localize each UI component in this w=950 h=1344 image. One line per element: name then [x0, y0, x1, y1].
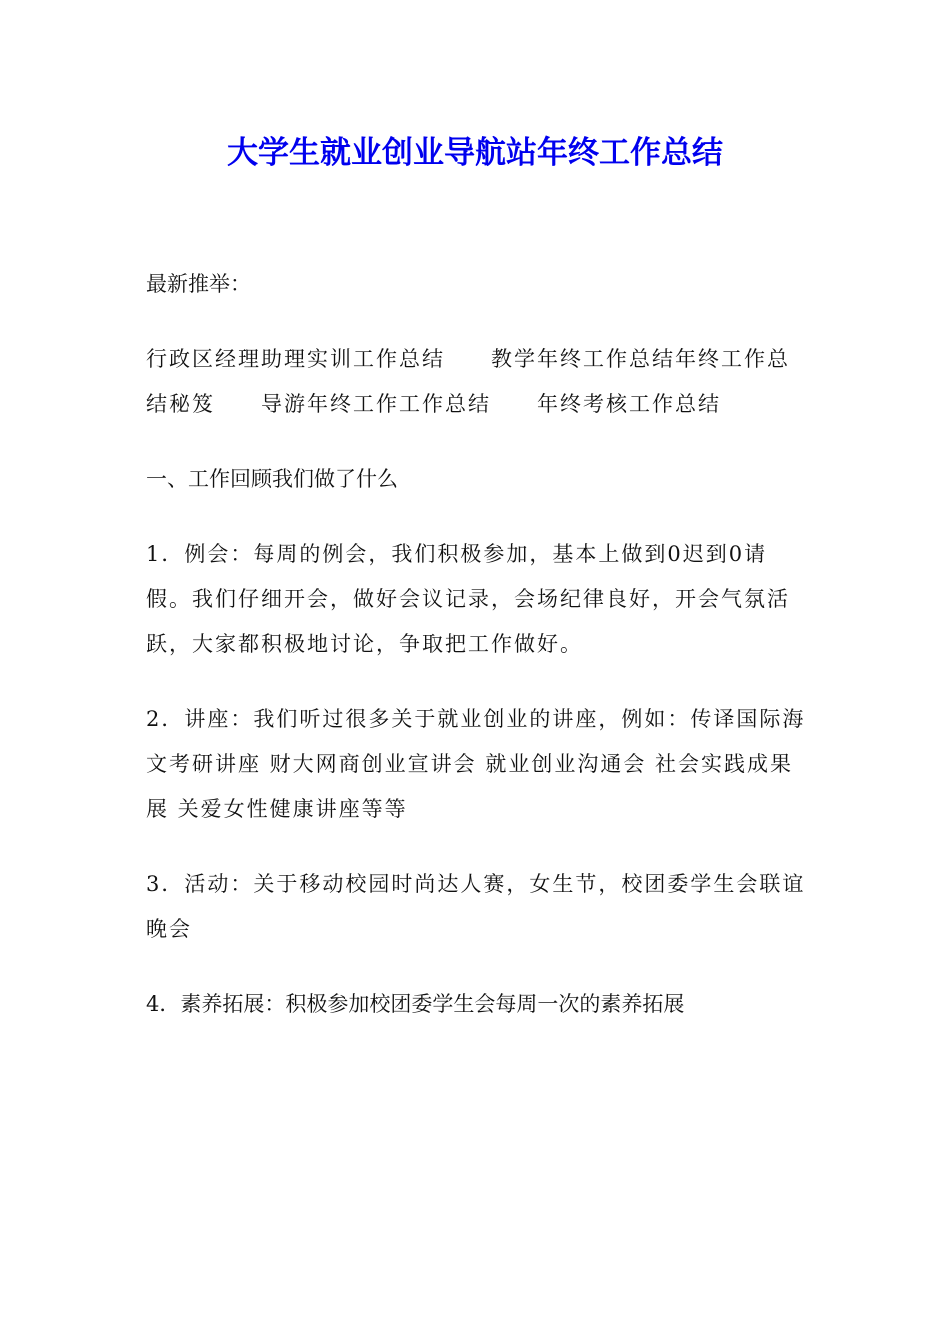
paragraph-item-1: 1．例会：每周的例会，我们积极参加，基本上做到0迟到0请假。我们仔细开会，做好会议记录，会场纪律良好，开会气氛活跃，大家都积极地讨论，争取把工作做好。 — [146, 542, 790, 656]
document-body — [146, 262, 810, 1057]
paragraph-item-4: 4．素养拓展：积极参加校团委学生会每周一次的素养拓展 — [146, 992, 685, 1016]
paragraph-recommend-links: 行政区经理助理实训工作总结 教学年终工作总结年终工作总结秘笈 导游年终工作工作总结 年终考核工作总结 — [146, 347, 790, 416]
paragraph-item-2: 2．讲座：我们听过很多关于就业创业的讲座，例如：传译国际海文考研讲座 财大网商创业宣讲会 就业创业沟通会 社会实践成果展 关爱女性健康讲座等等 — [146, 707, 806, 821]
paragraph-item-3: 3．活动：关于移动校园时尚达人赛，女生节，校团委学生会联谊晚会 — [146, 872, 806, 941]
document-title: 大学生就业创业导航站年终工作总结 — [227, 135, 723, 171]
paragraph-recommend-label: 最新推举： — [146, 272, 251, 296]
paragraph-section-heading: 一、工作回顾我们做了什么 — [146, 467, 398, 491]
